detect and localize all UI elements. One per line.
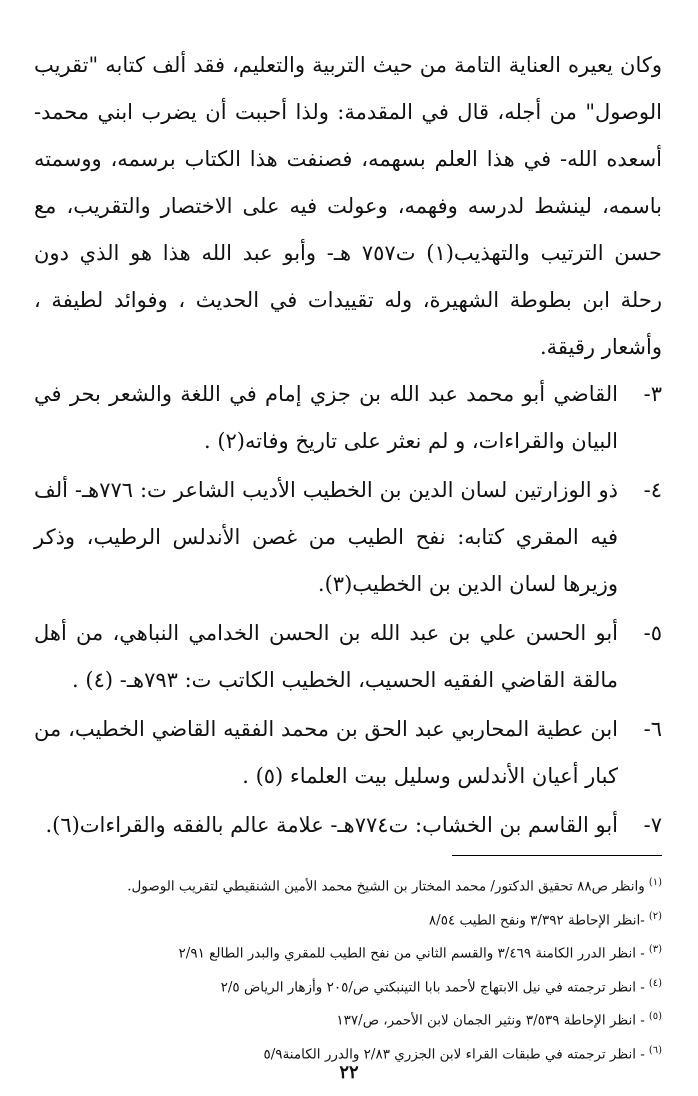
page-number: ٢٢ [339, 1062, 359, 1083]
footnote-marker: (٥) [648, 1011, 662, 1022]
footnote [40, 868, 662, 902]
list-text: ابن عطية المحاربي عبد الحق بن محمد الفقيه القاضي الخطيب، من كبار أعيان الأندلس وسليل بيت العلماء (٥) . [34, 717, 618, 788]
footnote-text: - انظر الإحاطة ٣/٥٣٩ ونثير الجمان لابن الأحمر، ص/١٣٧ [336, 1012, 645, 1029]
list-text: القاضي أبو محمد عبد الله بن جزي إمام في اللغة والشعر بحر في البيان والقراءات، و لم نعثر على تاريخ وفاته(٢) . [34, 382, 618, 453]
footnote [40, 902, 662, 936]
list-text: ذو الوزارتين لسان الدين بن الخطيب الأديب الشاعر ت: ٧٧٦هـ- ألف فيه المقري كتابه: نفح الطيب من غصن الأندلس الرطيب، وذكر وزيرها لسان الدين بن الخطيب(٣). [34, 478, 619, 596]
list-item-7 [34, 802, 662, 849]
footnote-text: وانظر ص٨٨ تحقيق الدكتور/ محمد المختار بن الشيخ محمد الأمين الشنقيطي لتقريب الوصول. [127, 878, 645, 895]
list-number: ٣- [643, 382, 662, 406]
list-text: أبو القاسم بن الخشاب: ت٧٧٤هـ- علامة عالم بالفقه والقراءات(٦). [45, 813, 618, 837]
footnote-separator [452, 855, 662, 856]
list-number: ٦- [643, 717, 662, 741]
footnote [40, 1002, 662, 1036]
footnotes [40, 868, 662, 1069]
footnote-text: -انظر الإحاطة ٣/٣٩٢ ونفح الطيب ٨/٥٤ [428, 912, 645, 928]
footnote-text: - انظر ترجمته في نيل الابتهاج لأحمد بابا التينبكتي ص/٢٠٥ وأزهار الرياض ٢/٥ [220, 979, 645, 995]
list-item-4 [34, 467, 662, 608]
footnote-marker: (٣) [648, 944, 662, 955]
footnote-marker: (٦) [648, 1044, 662, 1056]
intro-paragraph [34, 42, 662, 371]
footnote [40, 969, 662, 1003]
intro-text: وكان يعيره العناية التامة من حيث التربية والتعليم، فقد ألف كتابه "تقريب الوصول" من أجله، قال في المقدمة: ولذا أحببت أن يضرب ابني محمد- أسعده الله- في هذا العلم بسهمه، فصنفت هذا الكتاب برسمه، ووسمته باسمه، لينشط لدرسه وفهمه، وعولت فيه على الاختصار والتقريب، مع حسن الترتيب والتهذيب(١) ت٧٥٧ هـ- وأبو عبد الله هذا هو الذي دون رحلة ابن بطوطة الشهيرة، وله تقييدات في الحديث ، وفوائد لطيفة ، وأشعار رقيقة. [34, 53, 662, 359]
footnote-text: - انظر الدرر الكامنة ٣/٤٦٩ والقسم الثاني من نفح الطيب للمقري والبدر الطالع ٢/٩١ [178, 945, 645, 962]
list-text: أبو الحسن علي بن عبد الله بن الحسن الخدامي النباهي، من أهل مالقة القاضي الفقيه الحسيب، الخطيب الكاتب ت: ٧٩٣هـ- (٤) . [34, 621, 618, 692]
list-number: ٤- [643, 478, 662, 502]
footnote-marker: (٢) [648, 910, 662, 922]
footnote [40, 935, 662, 969]
list-number: ٧- [643, 813, 662, 837]
list-item-6 [34, 706, 662, 800]
main-text [34, 42, 662, 849]
list-item-5 [34, 610, 662, 704]
footnote-marker: (٤) [648, 977, 662, 989]
footnote-text: - انظر ترجمته في طبقات القراء لابن الجزري ٢/٨٣ والدرر الكامنة٥/٩ [263, 1046, 645, 1062]
list-number: ٥- [643, 621, 662, 645]
list-item-3 [34, 371, 662, 465]
footnote-marker: (١) [648, 877, 662, 888]
